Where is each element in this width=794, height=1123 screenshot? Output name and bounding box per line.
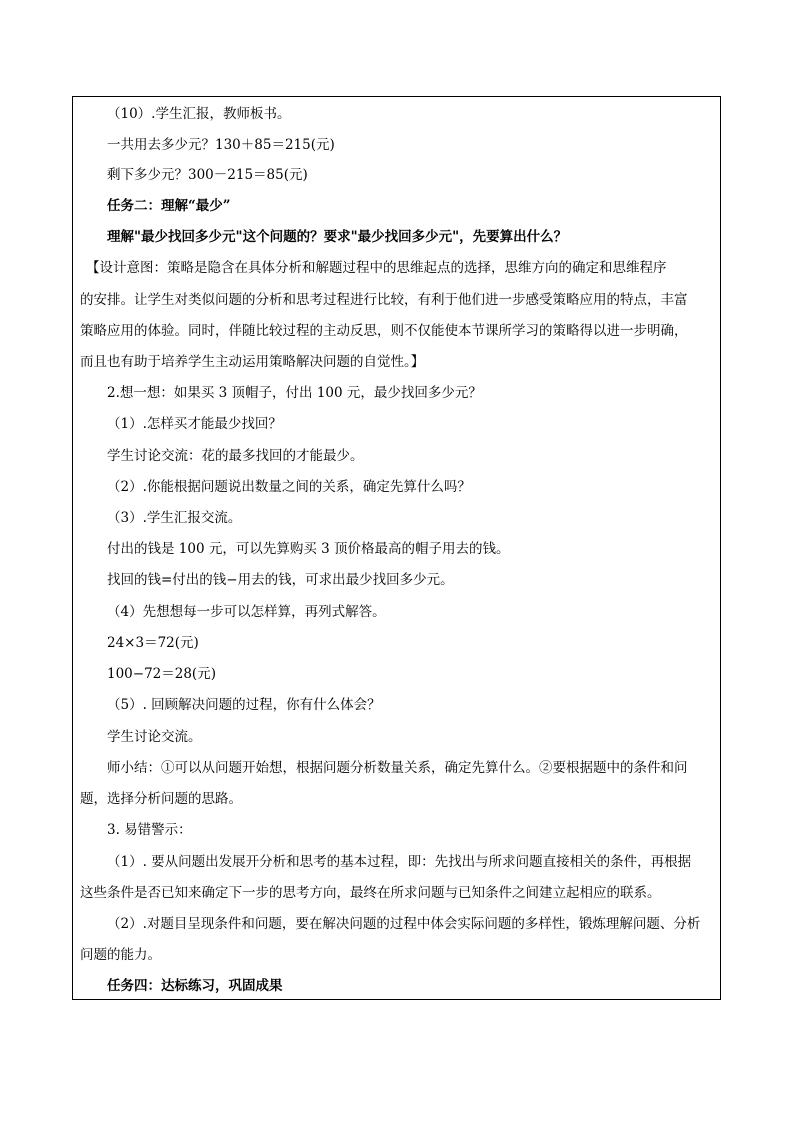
text-line: 剩下多少元？300－215＝85(元) (107, 167, 308, 183)
warning-text: 问题的能力。 (80, 947, 161, 963)
text-line: （3）.学生汇报交流。 (107, 510, 242, 526)
text-line: 3. 易错警示： (107, 822, 192, 838)
equation-line: 100−72＝28(元) (107, 666, 216, 682)
design-intent-text: 而且也有助于培养学生主动运用策略解决问题的自觉性。】 (80, 354, 425, 370)
design-intent-text: 【设计意图：策略是隐含在具体分析和解题过程中的思维起点的选择，思维方向的确定和思维程序 (86, 260, 667, 276)
text-line: （10）.学生汇报，教师板书。 (107, 106, 291, 122)
text-line-bold: 理解"最少找回多少元"这个问题的？要求"最少找回多少元"，先要算出什么？ (107, 229, 568, 245)
warning-text: （2）.对题目呈现条件和问题，要在解决问题的过程中体会实际问题的多样性，锻炼理解问题、分析 (107, 916, 701, 932)
text-line: （5）. 回顾解决问题的过程，你有什么体会？ (107, 697, 381, 713)
text-line: 找回的钱=付出的钱−用去的钱，可求出最少找回多少元。 (107, 572, 454, 588)
text-line: 学生讨论交流。 (107, 729, 202, 745)
warning-text: 这些条件是否已知来确定下一步的思考方向，最终在所求问题与已知条件之间建立起相应的联系。 (80, 885, 661, 901)
text-line: （2）.你能根据问题说出数量之间的关系，确定先算什么吗？ (107, 479, 471, 495)
equation-line: 24×3＝72(元) (107, 635, 199, 651)
text-line: 学生讨论交流：花的最多找回的才能最少。 (107, 448, 364, 464)
text-line: 一共用去多少元？130＋85＝215(元) (107, 137, 335, 153)
text-line: （1）.怎样买才能最少找回？ (107, 416, 282, 432)
design-intent-text: 的安排。让学生对类似问题的分析和思考过程进行比较，有利于他们进一步感受策略应用的特点，丰富 (80, 292, 688, 308)
section-heading: 任务四：达标练习，巩固成果 (107, 978, 283, 994)
summary-text: 题，选择分析问题的思路。 (80, 791, 242, 807)
text-line: （4）先想想每一步可以怎样算，再列式解答。 (107, 604, 386, 620)
text-line: 付出的钱是 100 元，可以先算购买 3 顶价格最高的帽子用去的钱。 (107, 541, 510, 557)
summary-text: 师小结：①可以从问题开始想，根据问题分析数量关系，确定先算什么。②要根据题中的条件和问 (107, 760, 688, 776)
design-intent-text: 策略应用的体验。同时，伴随比较过程的主动反思，则不仅能使本节课所学习的策略得以进一步明确， (80, 323, 688, 339)
section-heading: 任务二：理解“最少” (107, 198, 231, 214)
text-line: 2.想一想：如果买 3 顶帽子，付出 100 元，最少找回多少元？ (107, 385, 482, 401)
warning-text: （1）. 要从问题出发展开分析和思考的基本过程，即：先找出与所求问题直接相关的条件，再根据 (107, 854, 692, 870)
